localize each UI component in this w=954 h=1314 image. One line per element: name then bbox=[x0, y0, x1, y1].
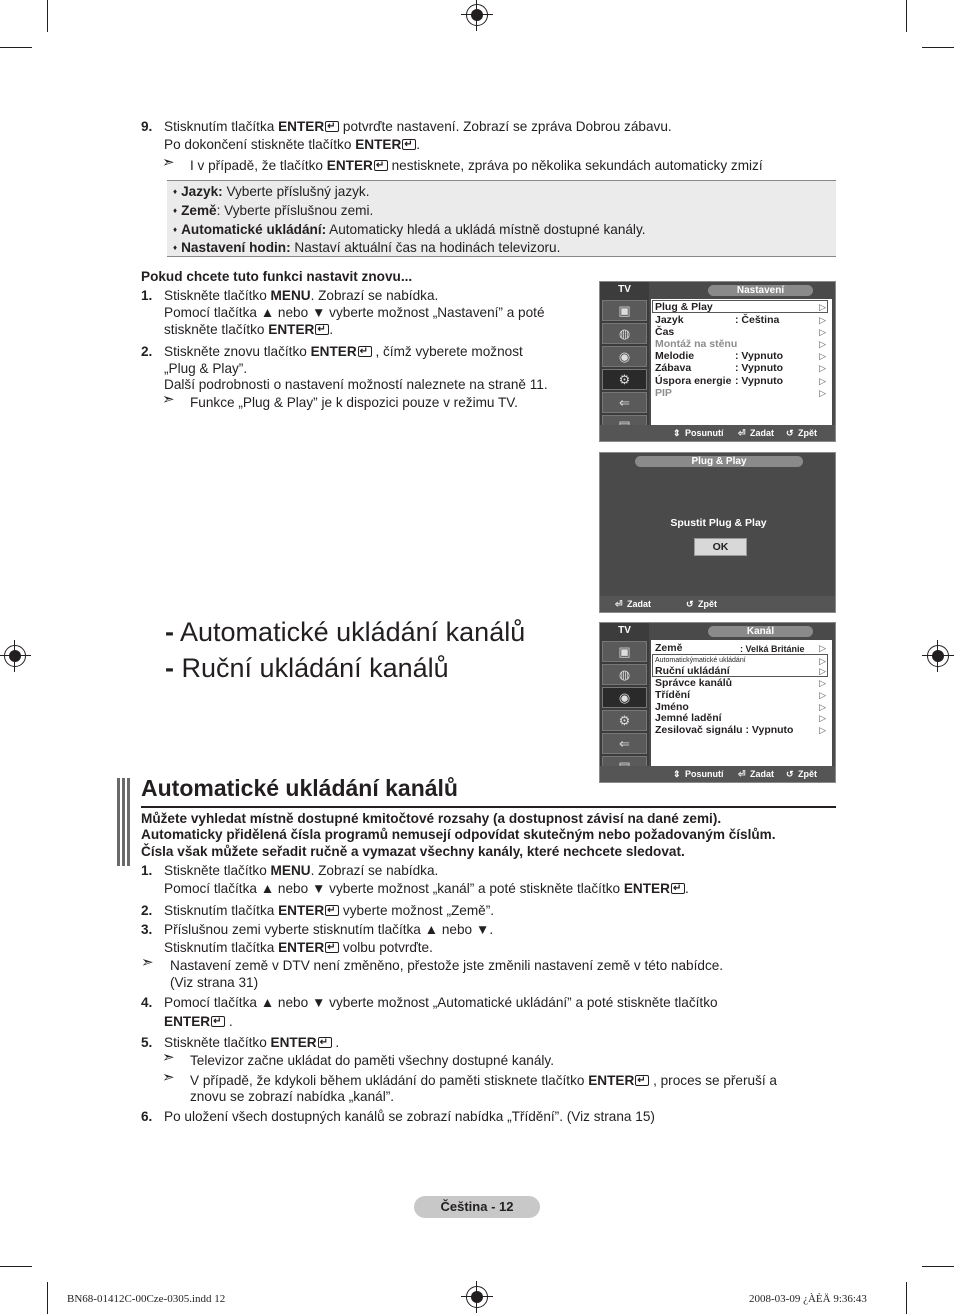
channel-icon[interactable]: ◉ bbox=[602, 687, 647, 708]
step-number: 3. bbox=[141, 922, 153, 937]
osd-header: Kanál bbox=[708, 626, 813, 637]
triangle-right-icon: ▷ bbox=[819, 725, 826, 735]
enter-icon bbox=[635, 1075, 649, 1086]
enter-icon bbox=[315, 324, 329, 335]
section-step2: Stisknutím tlačítka ENTER↵ vyberte možnost „Země”. bbox=[164, 902, 494, 919]
crop-mark bbox=[906, 0, 907, 32]
step-number: 2. bbox=[141, 344, 153, 359]
section-intro: Čísla však můžete seřadit ručně a vymazat všechny kanály, které nechcete sledovat. bbox=[141, 844, 685, 859]
info-item: ♦ Nastavení hodin: Nastaví aktuální čas na hodinách televizoru. bbox=[173, 239, 560, 256]
reset-step2-line2: „Plug & Play”. bbox=[164, 361, 248, 376]
menu-item-signal-booster[interactable]: Zesilovač signálu : Vypnuto bbox=[655, 724, 794, 736]
reset-step1-line2: Pomocí tlačítka ▲ nebo ▼ vyberte možnost „Nastavení” a poté bbox=[164, 305, 545, 320]
osd-tv-label: TV bbox=[618, 284, 631, 295]
menu-item-melody[interactable]: Melodie bbox=[655, 350, 695, 362]
section-note1-line1: Nastavení země v DTV není změněno, přestože jste změnili nastavení země v této nabídce. bbox=[170, 958, 724, 973]
osd-footer bbox=[600, 425, 835, 441]
section-step5: Stiskněte tlačítko ENTER↵ . bbox=[164, 1034, 339, 1051]
step-number: 1. bbox=[141, 863, 153, 878]
note-arrow-icon: ➣ bbox=[141, 954, 154, 971]
section-note5b-line1: V případě, že kdykoli během ukládání do paměti stisknete tlačítko ENTER↵ , proces se přeruší a bbox=[190, 1072, 777, 1089]
section-step1-line2: Pomocí tlačítka ▲ nebo ▼ vyberte možnost „kanál” a poté stiskněte tlačítko ENTER↵ . bbox=[164, 880, 689, 897]
menu-item-channel-manager[interactable]: Správce kanálů bbox=[655, 677, 733, 689]
foot-enter-label: Zadat bbox=[627, 599, 652, 609]
registration-mark-icon bbox=[4, 645, 26, 667]
triangle-right-icon: ▷ bbox=[819, 643, 826, 653]
footer-filename: BN68-01412C-00Cze-0305.indd 12 bbox=[67, 1293, 226, 1305]
section-step3-line2: Stisknutím tlačítka ENTER↵ volbu potvrďte. bbox=[164, 939, 433, 956]
osd-footer bbox=[600, 766, 835, 782]
channel-icon[interactable]: ◉ bbox=[602, 346, 647, 367]
menu-item-pip: PIP bbox=[655, 387, 672, 399]
osd-tv-label: TV bbox=[618, 625, 631, 636]
setup-icon[interactable]: ⚙ bbox=[602, 710, 647, 731]
section-note5a: Televizor začne ukládat do paměti všechny dostupné kanály. bbox=[190, 1053, 554, 1068]
triangle-right-icon: ▷ bbox=[819, 713, 826, 723]
step9-line2: Po dokončení stiskněte tlačítko ENTER↵ . bbox=[164, 136, 420, 153]
menu-item-country[interactable]: Země bbox=[655, 642, 683, 654]
triangle-right-icon: ▷ bbox=[819, 388, 826, 398]
return-icon: ↺ bbox=[786, 769, 794, 779]
note-arrow-icon: ➣ bbox=[162, 1069, 175, 1086]
reset-step2-line3: Další podrobnosti o nastavení možností naleznete na straně 11. bbox=[164, 377, 548, 392]
move-icon: ⇕ bbox=[673, 428, 681, 438]
enter-icon bbox=[325, 942, 339, 953]
section-rule bbox=[141, 806, 836, 808]
menu-item-wall-mount: Montáž na stěnu bbox=[655, 338, 738, 350]
triangle-right-icon: ▷ bbox=[819, 690, 826, 700]
crop-mark bbox=[906, 1282, 907, 1314]
setup-icon[interactable]: ⚙ bbox=[602, 369, 647, 390]
title-manual-store: - Ruční ukládání kanálů bbox=[165, 653, 449, 683]
menu-item-name[interactable]: Jméno bbox=[655, 701, 689, 713]
triangle-right-icon: ▷ bbox=[819, 678, 826, 688]
reset-step2-line1: Stiskněte znovu tlačítko ENTER↵ , čímž vyberete možnost bbox=[164, 343, 523, 360]
step9-note: I v případě, že tlačítko ENTER↵ nestisknete, zpráva po několika sekundách automaticky zmizí bbox=[190, 157, 763, 174]
triangle-right-icon: ▷ bbox=[819, 656, 826, 666]
footer-timestamp: 2008-03-09 ¿ÀÈÄ 9:36:43 bbox=[749, 1293, 867, 1305]
info-box bbox=[167, 180, 836, 257]
foot-move-label: Posunutí bbox=[685, 428, 724, 438]
menu-item-language[interactable]: Jazyk bbox=[655, 314, 684, 326]
step-number: 2. bbox=[141, 903, 153, 918]
step-number: 1. bbox=[141, 288, 153, 303]
plug-play-prompt: Spustit Plug & Play bbox=[670, 517, 767, 529]
foot-back-label: Zpět bbox=[798, 428, 817, 438]
registration-mark-icon bbox=[927, 645, 949, 667]
triangle-right-icon: ▷ bbox=[819, 302, 826, 312]
note-arrow-icon: ➣ bbox=[162, 154, 175, 171]
reset-step1-line3: stiskněte tlačítko ENTER↵ . bbox=[164, 321, 333, 338]
foot-move-label: Posunutí bbox=[685, 769, 724, 779]
triangle-right-icon: ▷ bbox=[819, 666, 826, 676]
osd-menu-panel bbox=[651, 640, 832, 766]
section-step6: Po uložení všech dostupných kanálů se zobrazí nabídka „Třídění”. (Viz strana 15) bbox=[164, 1109, 655, 1124]
foot-enter-label: Zadat bbox=[750, 769, 775, 779]
step-number: 6. bbox=[141, 1109, 153, 1124]
section-side-bar bbox=[117, 778, 131, 866]
menu-value-country: : Velká Británie bbox=[740, 644, 805, 654]
input-icon[interactable]: ⇐ bbox=[602, 733, 647, 754]
return-icon: ↺ bbox=[786, 428, 794, 438]
crop-mark bbox=[922, 1266, 954, 1267]
crop-mark bbox=[0, 1266, 32, 1267]
step-number: 5. bbox=[141, 1035, 153, 1050]
triangle-right-icon: ▷ bbox=[819, 315, 826, 325]
enter-icon bbox=[325, 905, 339, 916]
move-icon: ⇕ bbox=[673, 769, 681, 779]
osd-sidebar bbox=[600, 282, 649, 425]
osd-dialog-body bbox=[600, 470, 835, 596]
osd-footer bbox=[600, 596, 835, 612]
enter-icon bbox=[325, 121, 339, 132]
osd-header: Plug & Play bbox=[635, 456, 803, 467]
step-number: 9. bbox=[141, 119, 153, 134]
menu-value-energy-saving: : Vypnuto bbox=[735, 375, 784, 387]
section-intro: Můžete vyhledat místně dostupné kmitočtové rozsahy (a dostupnost závisí na dané zemi). bbox=[141, 811, 722, 826]
section-intro: Automaticky přidělená čísla programů nemusejí odpovídat skutečným nebo požadovaným číslům. bbox=[141, 827, 776, 842]
return-icon: ↺ bbox=[686, 599, 694, 609]
triangle-right-icon: ▷ bbox=[819, 363, 826, 373]
title-auto-store: - Automatické ukládání kanálů bbox=[165, 617, 526, 647]
enter-icon: ⏎ bbox=[738, 769, 746, 779]
osd-menu-panel bbox=[651, 299, 832, 425]
picture-icon[interactable]: ▣ bbox=[602, 300, 647, 321]
crop-mark bbox=[47, 0, 48, 32]
triangle-right-icon: ▷ bbox=[819, 702, 826, 712]
triangle-right-icon: ▷ bbox=[819, 351, 826, 361]
menu-item-plug-play[interactable]: Plug & Play bbox=[655, 301, 713, 313]
menu-item-energy-saving[interactable]: Úspora energie bbox=[655, 375, 732, 387]
foot-back-label: Zpět bbox=[698, 599, 717, 609]
ok-button[interactable]: OK bbox=[694, 538, 747, 556]
foot-enter-label: Zadat bbox=[750, 428, 775, 438]
menu-item-time[interactable]: Čas bbox=[655, 326, 675, 338]
info-item: ♦ Země: Vyberte příslušnou zemi. bbox=[173, 202, 373, 219]
osd-sidebar bbox=[600, 623, 649, 766]
menu-item-sort[interactable]: Třídění bbox=[655, 689, 691, 701]
enter-icon bbox=[358, 346, 372, 357]
info-item: ♦ Jazyk: Vyberte příslušný jazyk. bbox=[173, 183, 370, 200]
note-arrow-icon: ➣ bbox=[162, 391, 175, 408]
menu-value-language: : Čeština bbox=[735, 314, 780, 326]
menu-item-fine-tune[interactable]: Jemné ladění bbox=[655, 712, 722, 724]
osd-header: Nastavení bbox=[708, 285, 813, 296]
enter-icon bbox=[374, 160, 388, 171]
menu-item-entertainment[interactable]: Zábava bbox=[655, 362, 692, 374]
menu-item-manual-store[interactable]: Ruční ukládání bbox=[655, 665, 730, 677]
osd-plug-play-dialog bbox=[599, 452, 836, 613]
info-item: ♦ Automatické ukládání: Automaticky hledá a ukládá místně dostupné kanály. bbox=[173, 221, 646, 238]
registration-mark-icon bbox=[466, 4, 488, 26]
crop-mark bbox=[0, 47, 32, 48]
foot-back-label: Zpět bbox=[798, 769, 817, 779]
reset-step1-line1: Stiskněte tlačítko MENU. Zobrazí se nabídka. bbox=[164, 288, 439, 303]
triangle-right-icon: ▷ bbox=[819, 339, 826, 349]
menu-value-melody: : Vypnuto bbox=[735, 350, 784, 362]
reset-note: Funkce „Plug & Play” je k dispozici pouze v režimu TV. bbox=[190, 395, 518, 410]
step9-line1: Stisknutím tlačítka ENTER↵ potvrďte nastavení. Zobrazí se zpráva Dobrou zábavu. bbox=[164, 118, 672, 135]
menu-value-entertainment: : Vypnuto bbox=[735, 362, 784, 374]
sound-icon[interactable]: ◍ bbox=[602, 323, 647, 344]
enter-icon: ⏎ bbox=[738, 428, 746, 438]
section-step3-line1: Příslušnou zemi vyberte stisknutím tlačítka ▲ nebo ▼. bbox=[164, 922, 494, 937]
registration-mark-icon bbox=[466, 1286, 488, 1308]
page-number-badge: Čeština - 12 bbox=[414, 1196, 540, 1218]
input-icon[interactable]: ⇐ bbox=[602, 392, 647, 413]
note-arrow-icon: ➣ bbox=[162, 1049, 175, 1066]
step-number: 4. bbox=[141, 995, 153, 1010]
enter-icon bbox=[402, 139, 416, 150]
section-step4-line1: Pomocí tlačítka ▲ nebo ▼ vyberte možnost „Automatické ukládání” a poté stiskněte tlačítko bbox=[164, 995, 718, 1010]
picture-icon[interactable]: ▣ bbox=[602, 641, 647, 662]
sound-icon[interactable]: ◍ bbox=[602, 664, 647, 685]
crop-mark bbox=[922, 47, 954, 48]
osd-channel-menu bbox=[599, 622, 836, 783]
enter-icon: ⏎ bbox=[615, 599, 623, 609]
section-heading: Automatické ukládání kanálů bbox=[141, 775, 458, 801]
crop-mark bbox=[47, 1282, 48, 1314]
section-note5b-line2: znovu se zobrazí nabídka „kanál”. bbox=[190, 1089, 395, 1104]
enter-icon bbox=[211, 1016, 225, 1027]
enter-icon bbox=[318, 1037, 332, 1048]
section-note1-line2: (Viz strana 31) bbox=[170, 975, 259, 990]
triangle-right-icon: ▷ bbox=[819, 376, 826, 386]
section-step4-line2: ENTER↵ . bbox=[164, 1013, 233, 1030]
menu-item-auto-store[interactable]: Automatickýmatické ukládání bbox=[655, 657, 746, 664]
triangle-right-icon: ▷ bbox=[819, 327, 826, 337]
section-step1-line1: Stiskněte tlačítko MENU. Zobrazí se nabídka. bbox=[164, 863, 439, 878]
enter-icon bbox=[671, 883, 685, 894]
osd-setup-menu bbox=[599, 281, 836, 442]
reset-heading: Pokud chcete tuto funkci nastavit znovu... bbox=[141, 269, 413, 284]
